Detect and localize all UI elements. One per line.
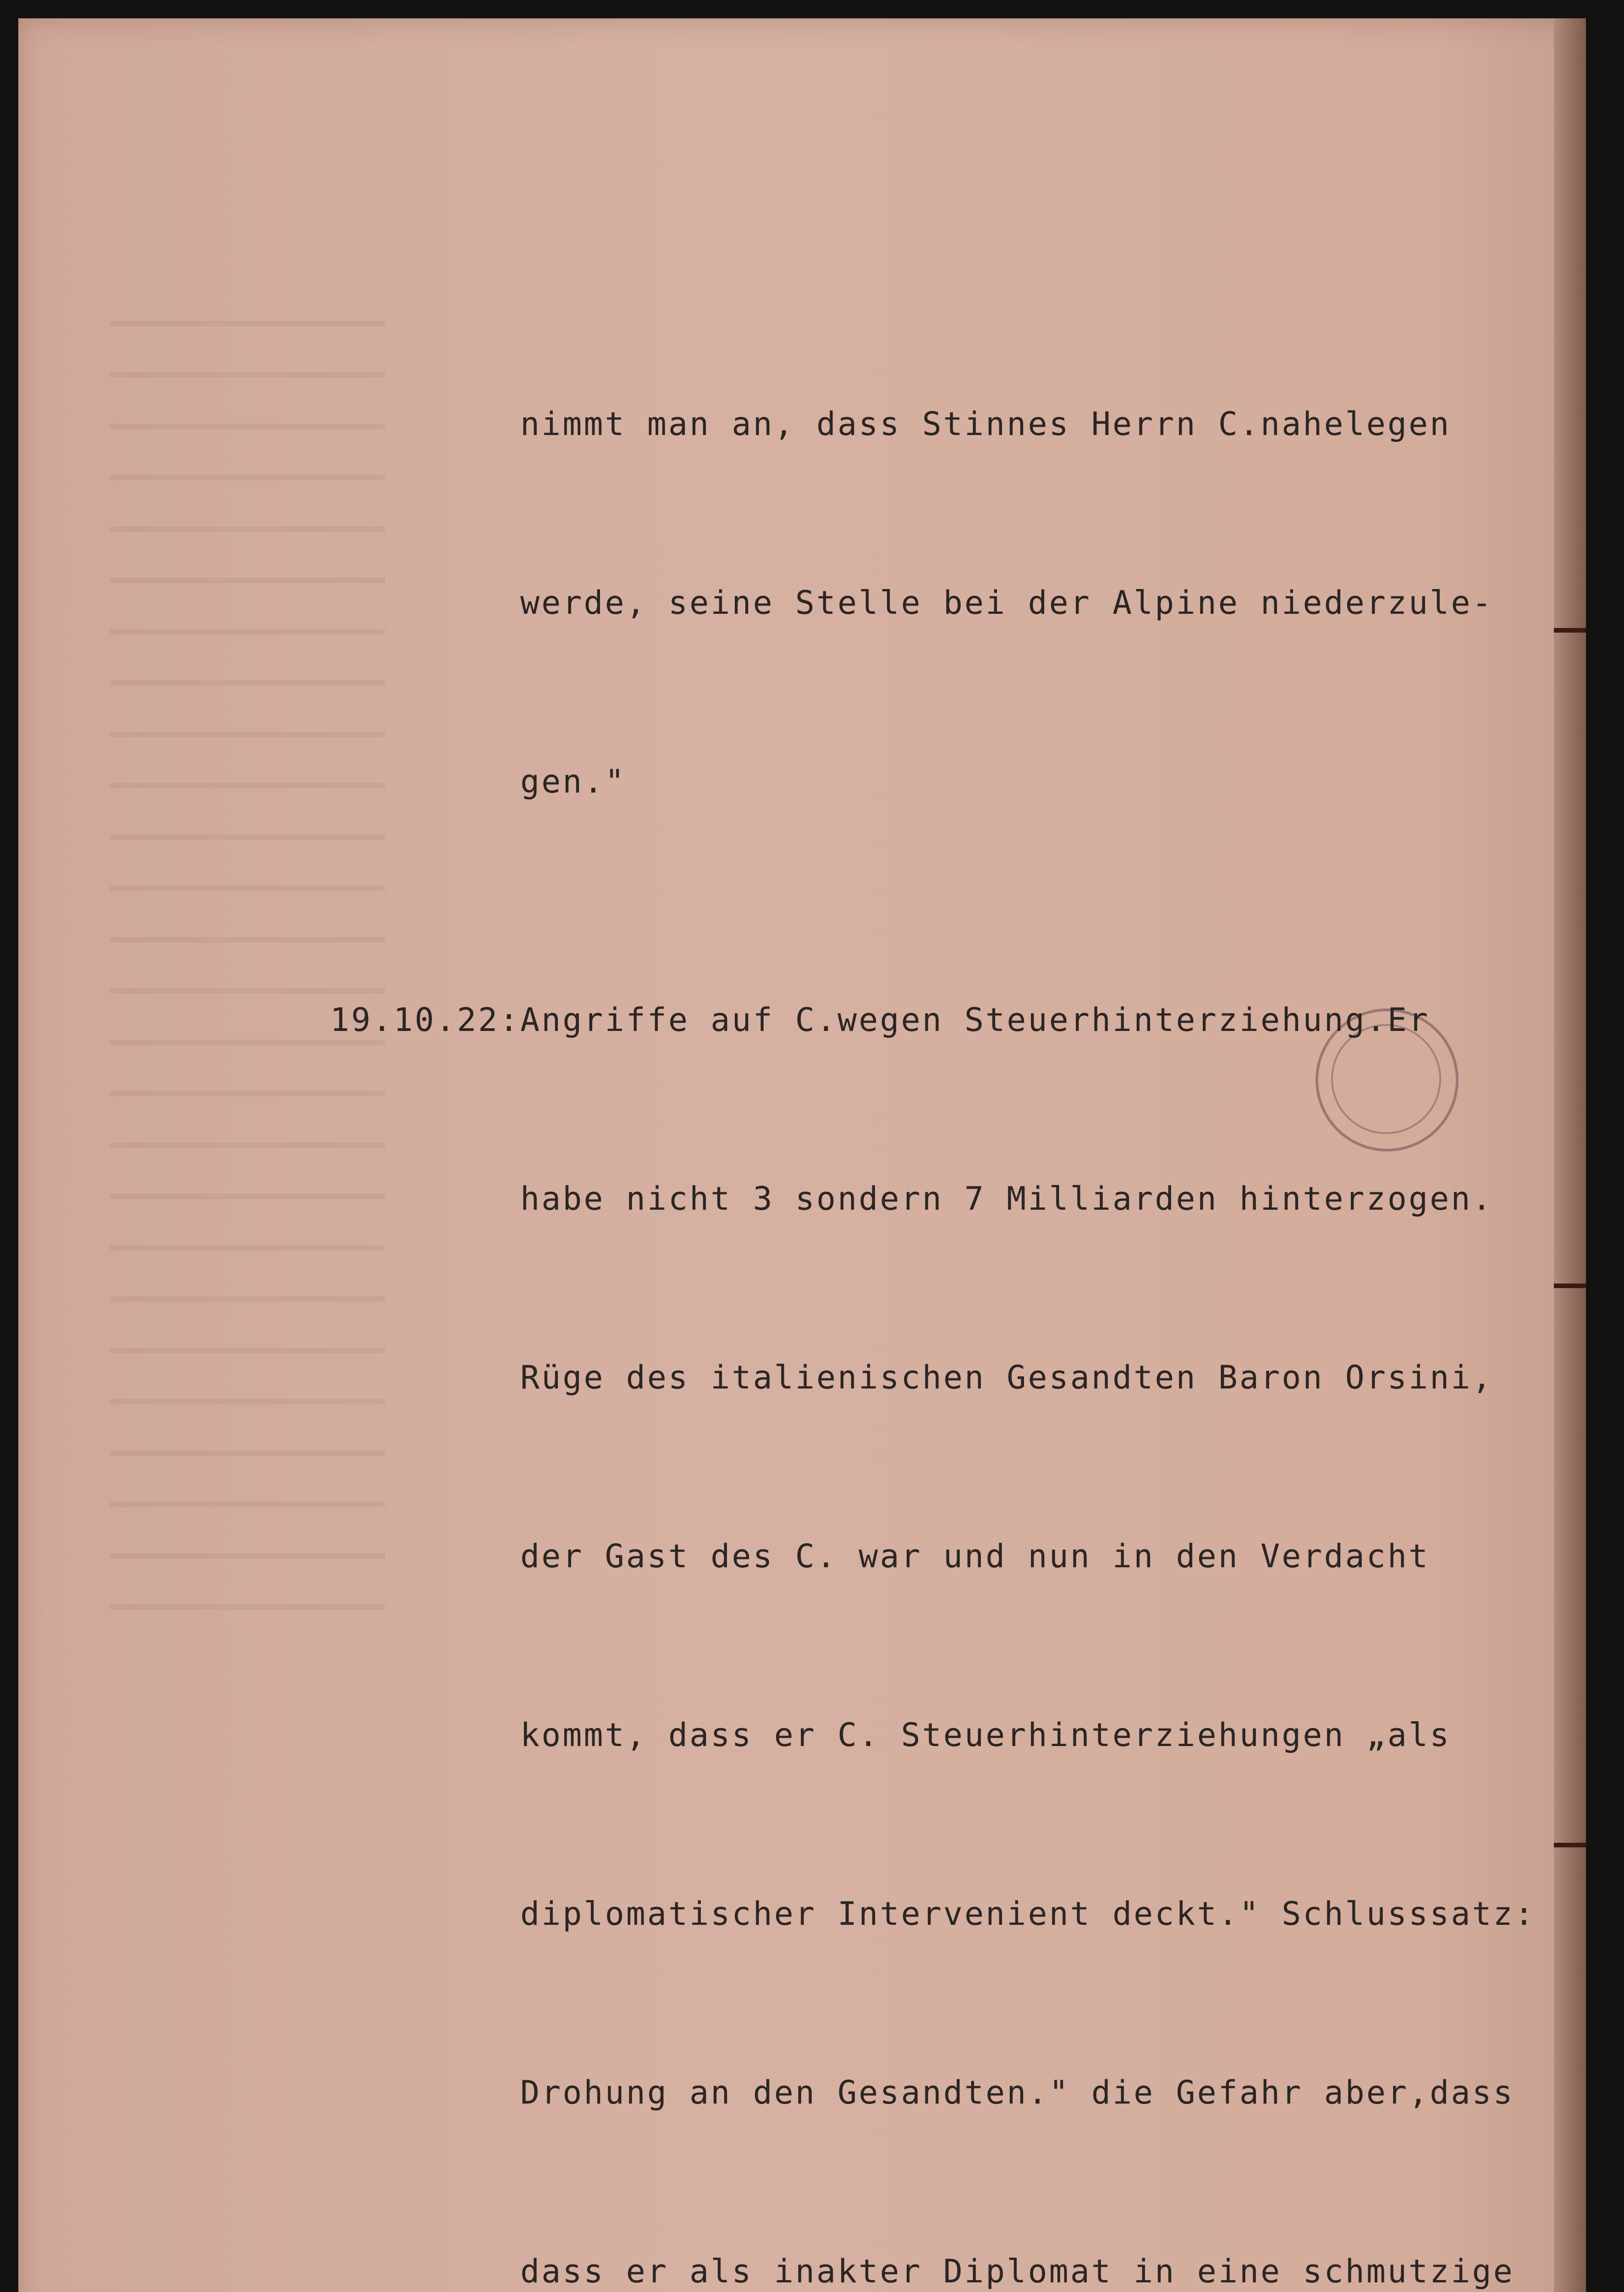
text-line: nimmt man an, dass Stinnes Herrn C.nahelegen <box>520 405 1451 443</box>
text-line: habe nicht 3 sondern 7 Milliarden hinterzogen. <box>520 1180 1493 1218</box>
text-line: Angriffe auf C.wegen Steuerhinterziehung.Er <box>520 1001 1430 1039</box>
text-line: diplomatischer Intervenient deckt." Schlusssatz: <box>520 1895 1536 1933</box>
entry-date: 19.10.22: <box>330 1001 521 1039</box>
text-line: werde, seine Stelle bei der Alpine niederzule- <box>520 584 1493 622</box>
text-line: dass er als inakter Diplomat in eine schmutzige <box>520 2253 1514 2290</box>
text-line: gen." <box>520 763 626 800</box>
text-line: Drohung an den Gesandten." die Gefahr aber,dass <box>520 2074 1514 2111</box>
text-line: Rüge des italienischen Gesandten Baron Orsini, <box>520 1359 1493 1396</box>
text-line: der Gast des C. war und nun in den Verdacht <box>520 1537 1430 1575</box>
entry-line <box>330 990 1568 1050</box>
text-line: kommt, dass er C. Steuerhinterziehungen „als <box>520 1716 1451 1754</box>
typed-text-block <box>330 275 1568 2292</box>
